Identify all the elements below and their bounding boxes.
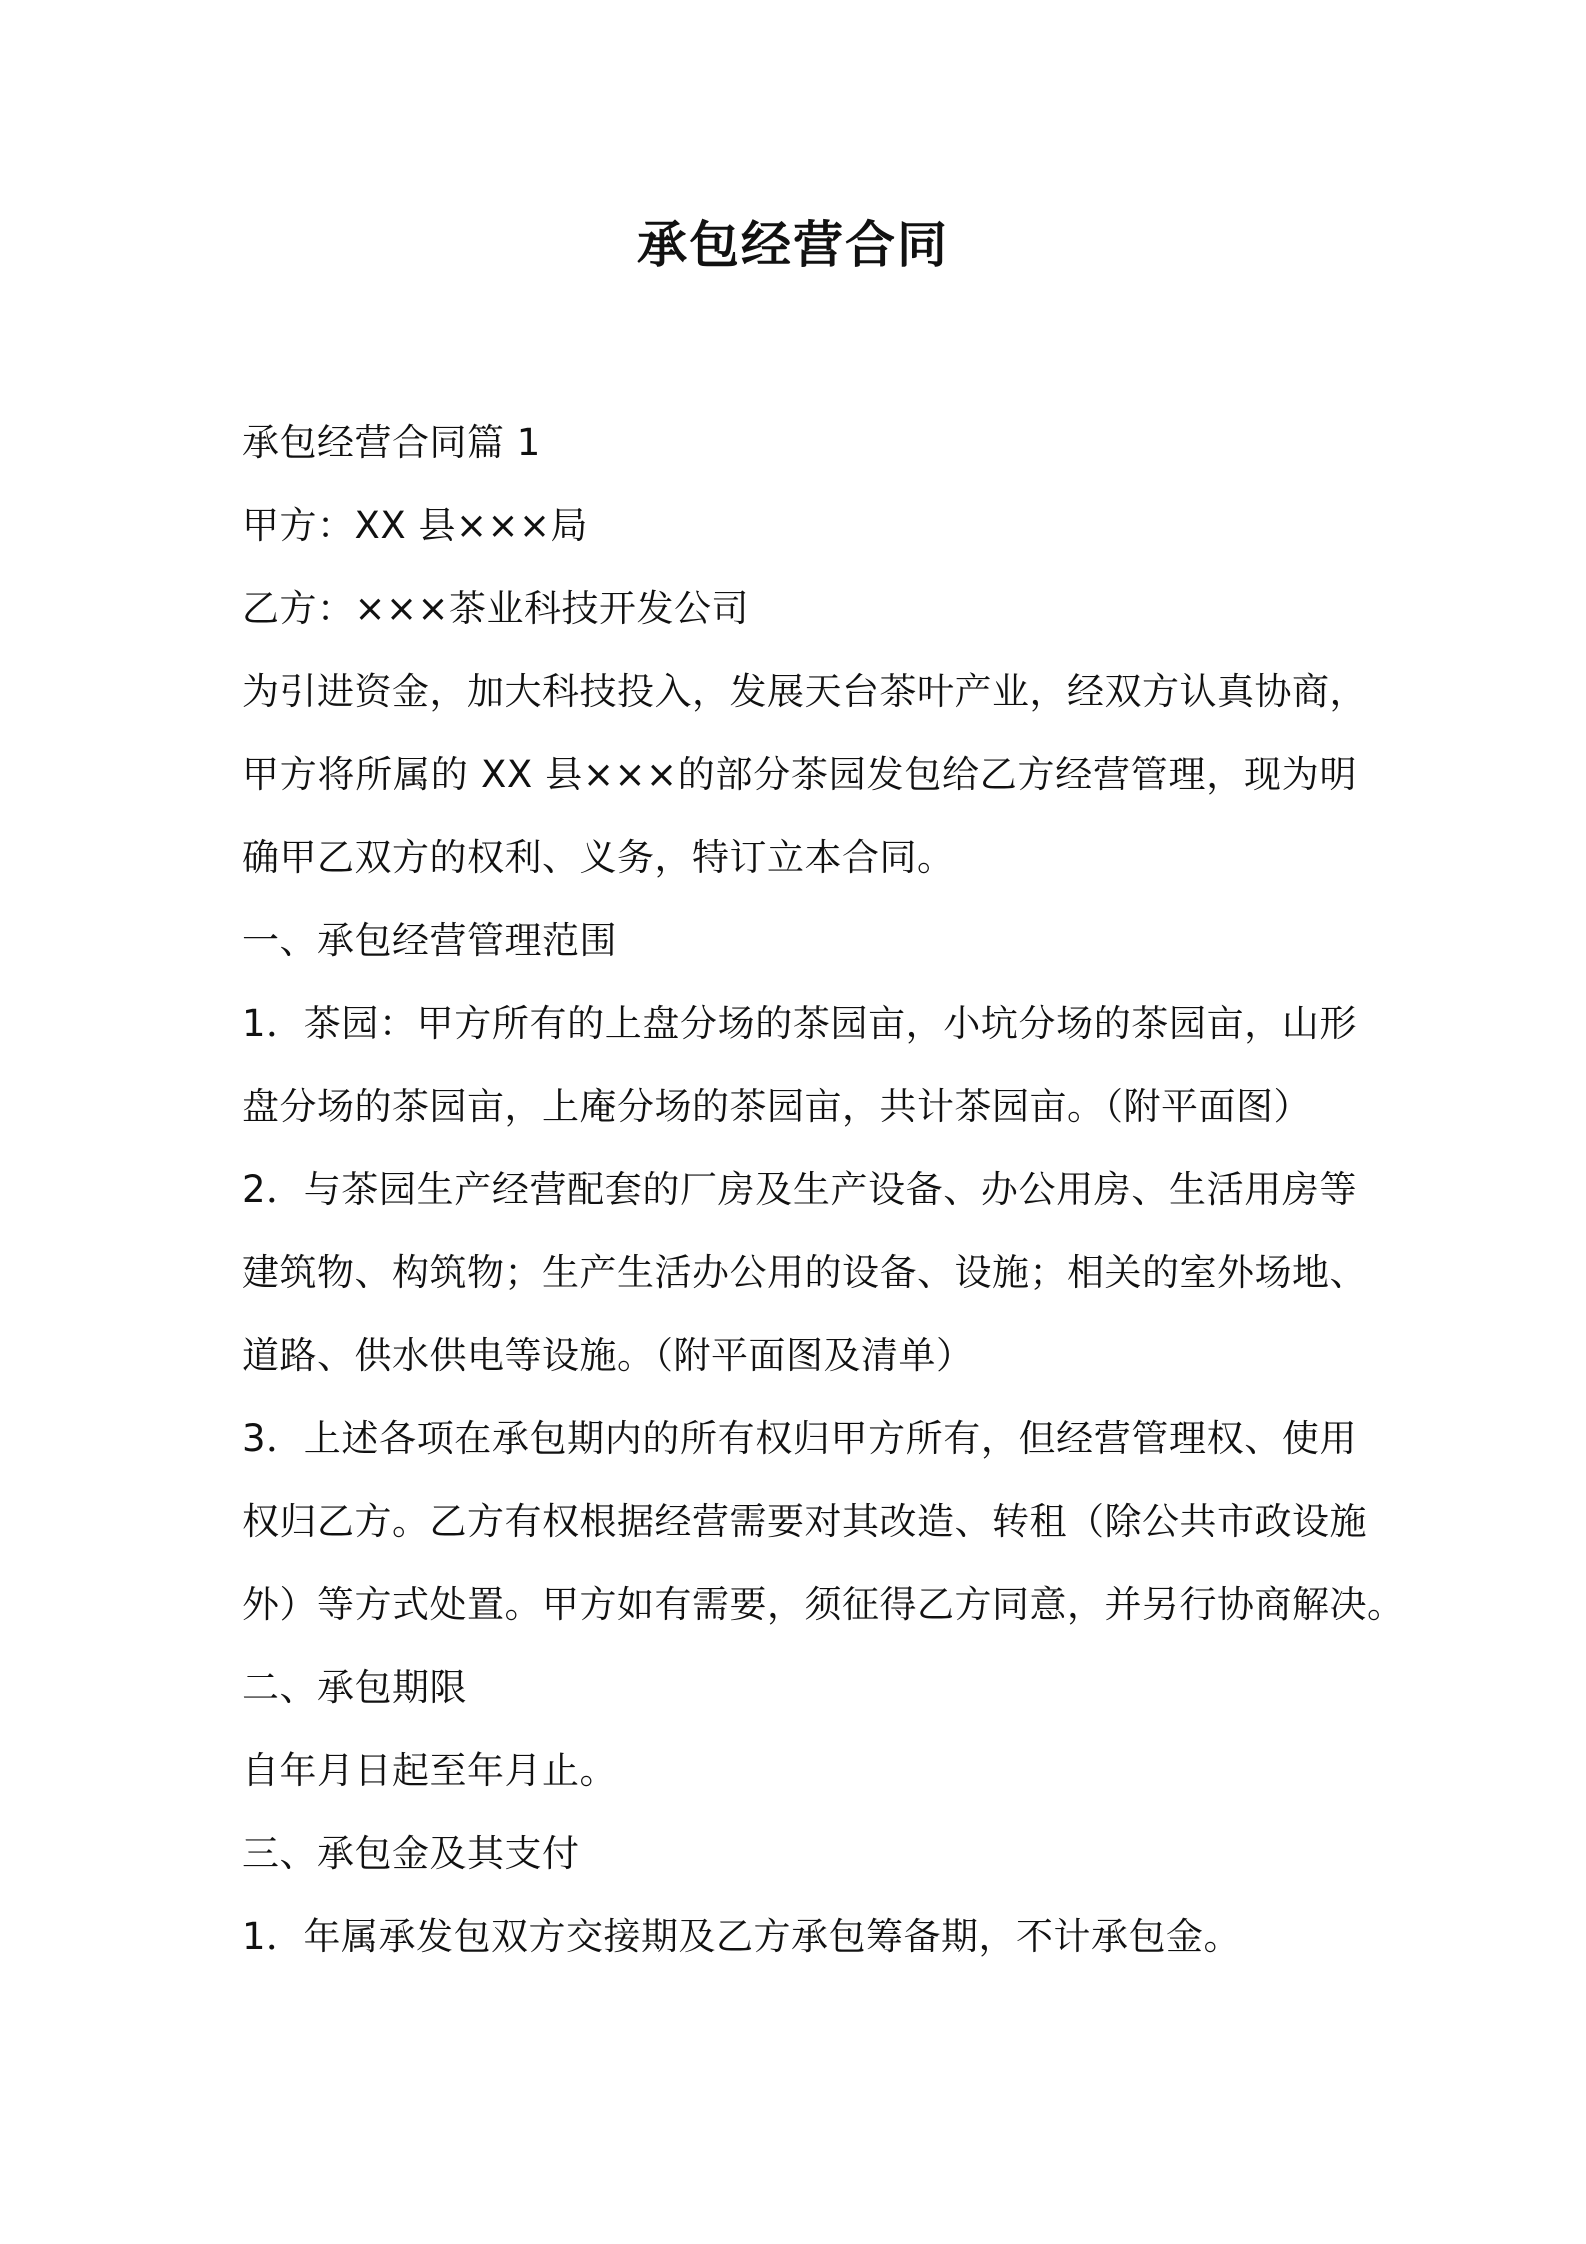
paragraph-line: 甲方将所属的 XX 县×××的部分茶园发包给乙方经营管理，现为明 xyxy=(242,753,1357,796)
paragraph-line: 确甲乙双方的权利、义务，特订立本合同。 xyxy=(242,836,955,879)
paragraph-line: 1．茶园：甲方所有的上盘分场的茶园亩，小坑分场的茶园亩，山形 xyxy=(242,1002,1357,1045)
paragraph-line: 道路、供水供电等设施。（附平面图及清单） xyxy=(242,1334,974,1377)
paragraph-line: 盘分场的茶园亩，上庵分场的茶园亩，共计茶园亩。（附平面图） xyxy=(242,1085,1311,1128)
paragraph-line: 2．与茶园生产经营配套的厂房及生产设备、办公用房、生活用房等 xyxy=(242,1168,1357,1211)
paragraph-line: 1．年属承发包双方交接期及乙方承包筹备期，不计承包金。 xyxy=(242,1915,1242,1958)
paragraph-line: 自年月日起至年月止。 xyxy=(242,1749,617,1792)
paragraph-line: 外）等方式处置。甲方如有需要，须征得乙方同意，并另行协商解决。 xyxy=(242,1583,1405,1626)
clause-heading: 三、承包金及其支付 xyxy=(242,1832,580,1875)
document-title: 承包经营合同 xyxy=(637,216,949,274)
document-body xyxy=(242,401,1405,1978)
party-a-line: 甲方：XX 县×××局 xyxy=(242,504,588,547)
party-b-line: 乙方：×××茶业科技开发公司 xyxy=(242,587,750,630)
clause-heading: 二、承包期限 xyxy=(242,1666,467,1709)
section-heading: 承包经营合同篇 1 xyxy=(242,421,541,464)
paragraph-line: 建筑物、构筑物；生产生活办公用的设备、设施；相关的室外场地、 xyxy=(242,1251,1367,1294)
paragraph-line: 3．上述各项在承包期内的所有权归甲方所有，但经营管理权、使用 xyxy=(242,1417,1357,1460)
paragraph-line: 权归乙方。乙方有权根据经营需要对其改造、转租（除公共市政设施 xyxy=(242,1500,1367,1543)
clause-heading: 一、承包经营管理范围 xyxy=(242,919,617,962)
paragraph-line: 为引进资金，加大科技投入，发展天台茶叶产业，经双方认真协商， xyxy=(242,670,1367,713)
